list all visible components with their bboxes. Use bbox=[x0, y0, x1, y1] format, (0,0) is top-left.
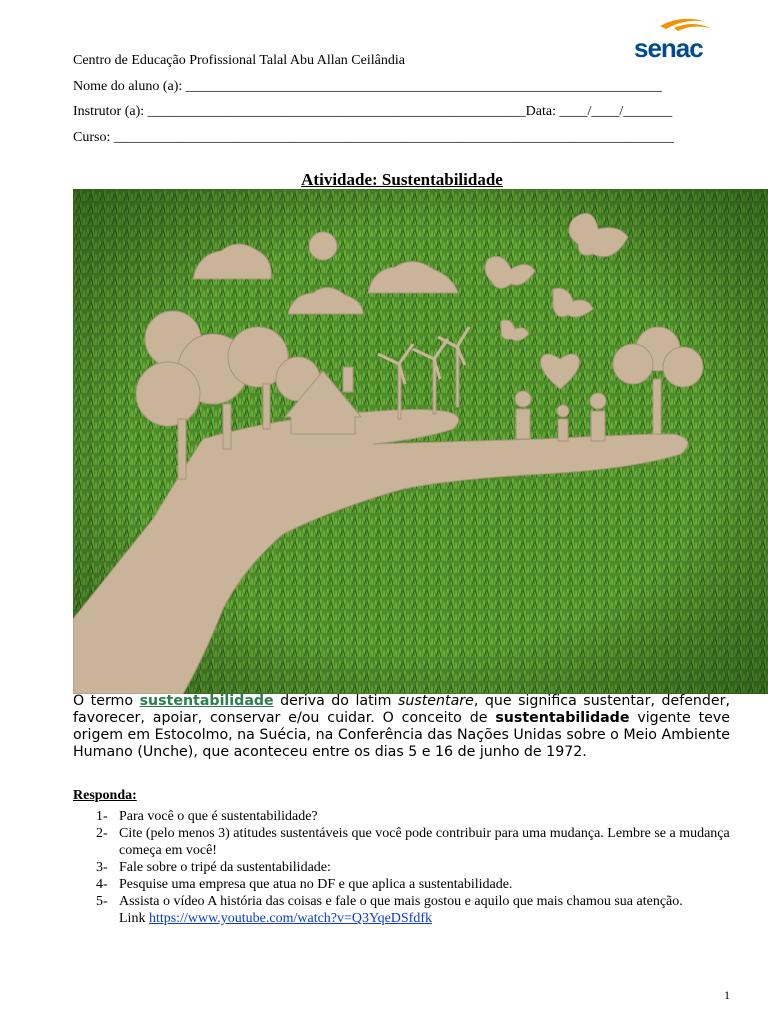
question-text: Pesquise uma empresa que atua no DF e que aplica a sustentabilidade. bbox=[119, 877, 513, 892]
intro-paragraph bbox=[73, 693, 730, 761]
question-item bbox=[96, 808, 736, 825]
youtube-link[interactable]: https://www.youtube.com/watch?v=Q3YqeDSfdfk bbox=[148, 911, 433, 926]
question-text: Cite (pelo menos 3) atitudes sustentáveis que você pode contribuir para uma mudança. Lembre se a mudança começa em você! bbox=[119, 826, 730, 858]
questions-list bbox=[96, 808, 736, 927]
question-item bbox=[96, 893, 736, 927]
logo-wordmark: senac bbox=[634, 33, 703, 63]
course-field[interactable]: Curso: ________________________________________________________________________________ bbox=[73, 130, 674, 145]
question-number: 3- bbox=[96, 860, 108, 875]
question-item bbox=[96, 825, 736, 859]
responda-heading: Responda: bbox=[73, 788, 137, 803]
question-text: Fale sobre o tripé da sustentabilidade: bbox=[119, 860, 331, 875]
question-number: 2- bbox=[96, 826, 108, 841]
hand-holding-eco-landscape-icon bbox=[73, 189, 768, 694]
question-item bbox=[96, 876, 736, 893]
paragraph-text: O termo bbox=[73, 693, 140, 709]
question-text: Assista o vídeo A história das coisas e fale o que mais gostou e aquilo que mais chamou sua atenção. bbox=[119, 894, 683, 909]
question-item bbox=[96, 859, 736, 876]
question-number: 1- bbox=[96, 809, 108, 824]
latin-term: sustentare bbox=[397, 693, 474, 709]
paragraph-text: vigente teve origem em Estocolmo, na Suécia, na Conferência das Nações Unidas sobre o Meio Ambiente Humano (Unche), que aconteceu entre os dias 5 e 16 de junho de 1972. bbox=[73, 710, 730, 760]
sustainability-illustration bbox=[73, 189, 768, 694]
student-name-field[interactable]: Nome do aluno (a): ____________________________________________________________________ bbox=[73, 79, 662, 94]
question-text: Para você o que é sustentabilidade? bbox=[119, 809, 318, 824]
instructor-date-field[interactable]: Instrutor (a): ______________________________________________________Data: ____/____/_______ bbox=[73, 104, 673, 119]
page-number: 1 bbox=[724, 988, 730, 1002]
keyword-sustentabilidade: sustentabilidade bbox=[139, 693, 274, 709]
institution-name: Centro de Educação Profissional Talal Abu Allan Ceilândia bbox=[73, 53, 405, 68]
question-number: 4- bbox=[96, 877, 108, 892]
paragraph-text: deriva do latim bbox=[273, 693, 398, 709]
activity-title: Atividade: Sustentabilidade bbox=[301, 170, 503, 189]
paragraph-text: , que significa sustentar, defender, favorecer, apoiar, conservar e/ou cuidar. O conceito de bbox=[73, 693, 730, 726]
senac-logo bbox=[630, 12, 716, 64]
link-label: Link bbox=[119, 911, 149, 926]
keyword-sustentabilidade-bold: sustentabilidade bbox=[495, 710, 630, 726]
question-number: 5- bbox=[96, 894, 108, 909]
